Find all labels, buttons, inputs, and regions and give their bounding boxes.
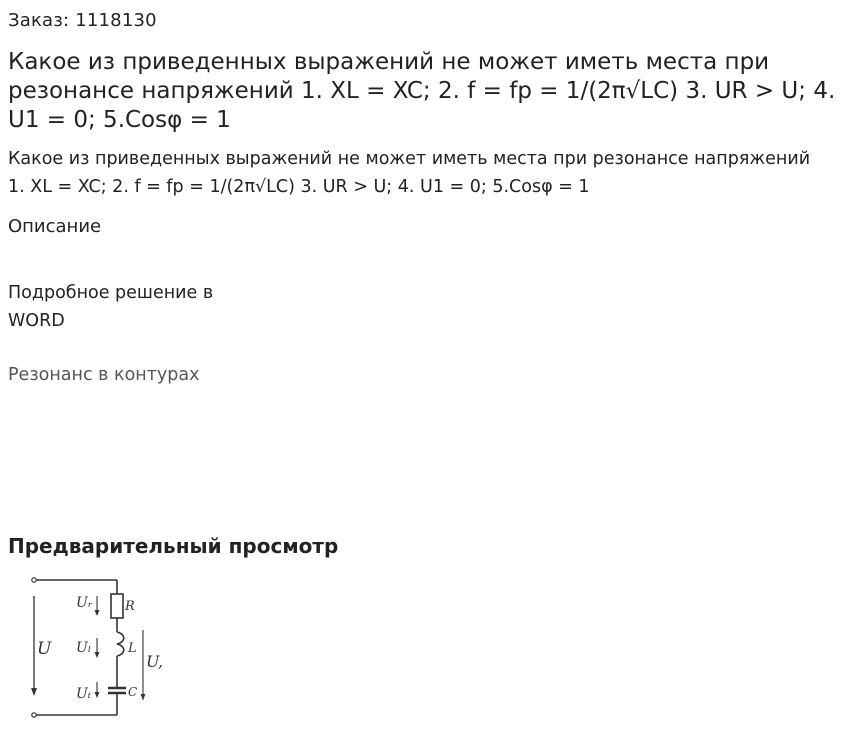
preview-heading: Предварительный просмотр xyxy=(8,534,339,558)
resistor xyxy=(111,594,123,618)
label-l: L xyxy=(128,641,137,656)
preview-image xyxy=(22,570,182,730)
page-subtitle: Какое из приведенных выражений не может иметь места при резонансе напряжений 1. XL = XC; 2. f = fр = 1/(2π√LC) 3. UR > U; 4. U1 = 0; 5.Cosφ = 1 xyxy=(8,149,811,197)
circuit-diagram xyxy=(22,570,182,730)
label-ul: Uₗ xyxy=(76,640,92,656)
inductor xyxy=(117,632,124,656)
label-r: R xyxy=(125,599,135,614)
top-terminal xyxy=(32,578,36,582)
label-ur: Uᵣ xyxy=(76,595,93,611)
label-u: U xyxy=(37,639,52,659)
description-heading: Описание xyxy=(8,216,102,237)
label-c: C xyxy=(128,685,138,699)
order-number: Заказ: 1118130 xyxy=(8,10,157,31)
bottom-terminal xyxy=(32,713,36,717)
description-text: Подробное решение в WORD xyxy=(8,283,214,331)
label-uc: Uₜ xyxy=(76,686,92,702)
label-u1: U, xyxy=(146,652,164,671)
category-link[interactable]: Резонанс в контурах xyxy=(8,365,200,385)
page-title: Какое из приведенных выражений не может иметь места при резонансе напряжений 1. XL = XC; 2. f = fр = 1/(2π√LC) 3. UR > U; 4. U1 = 0; 5.Cosφ = 1 xyxy=(8,49,836,133)
